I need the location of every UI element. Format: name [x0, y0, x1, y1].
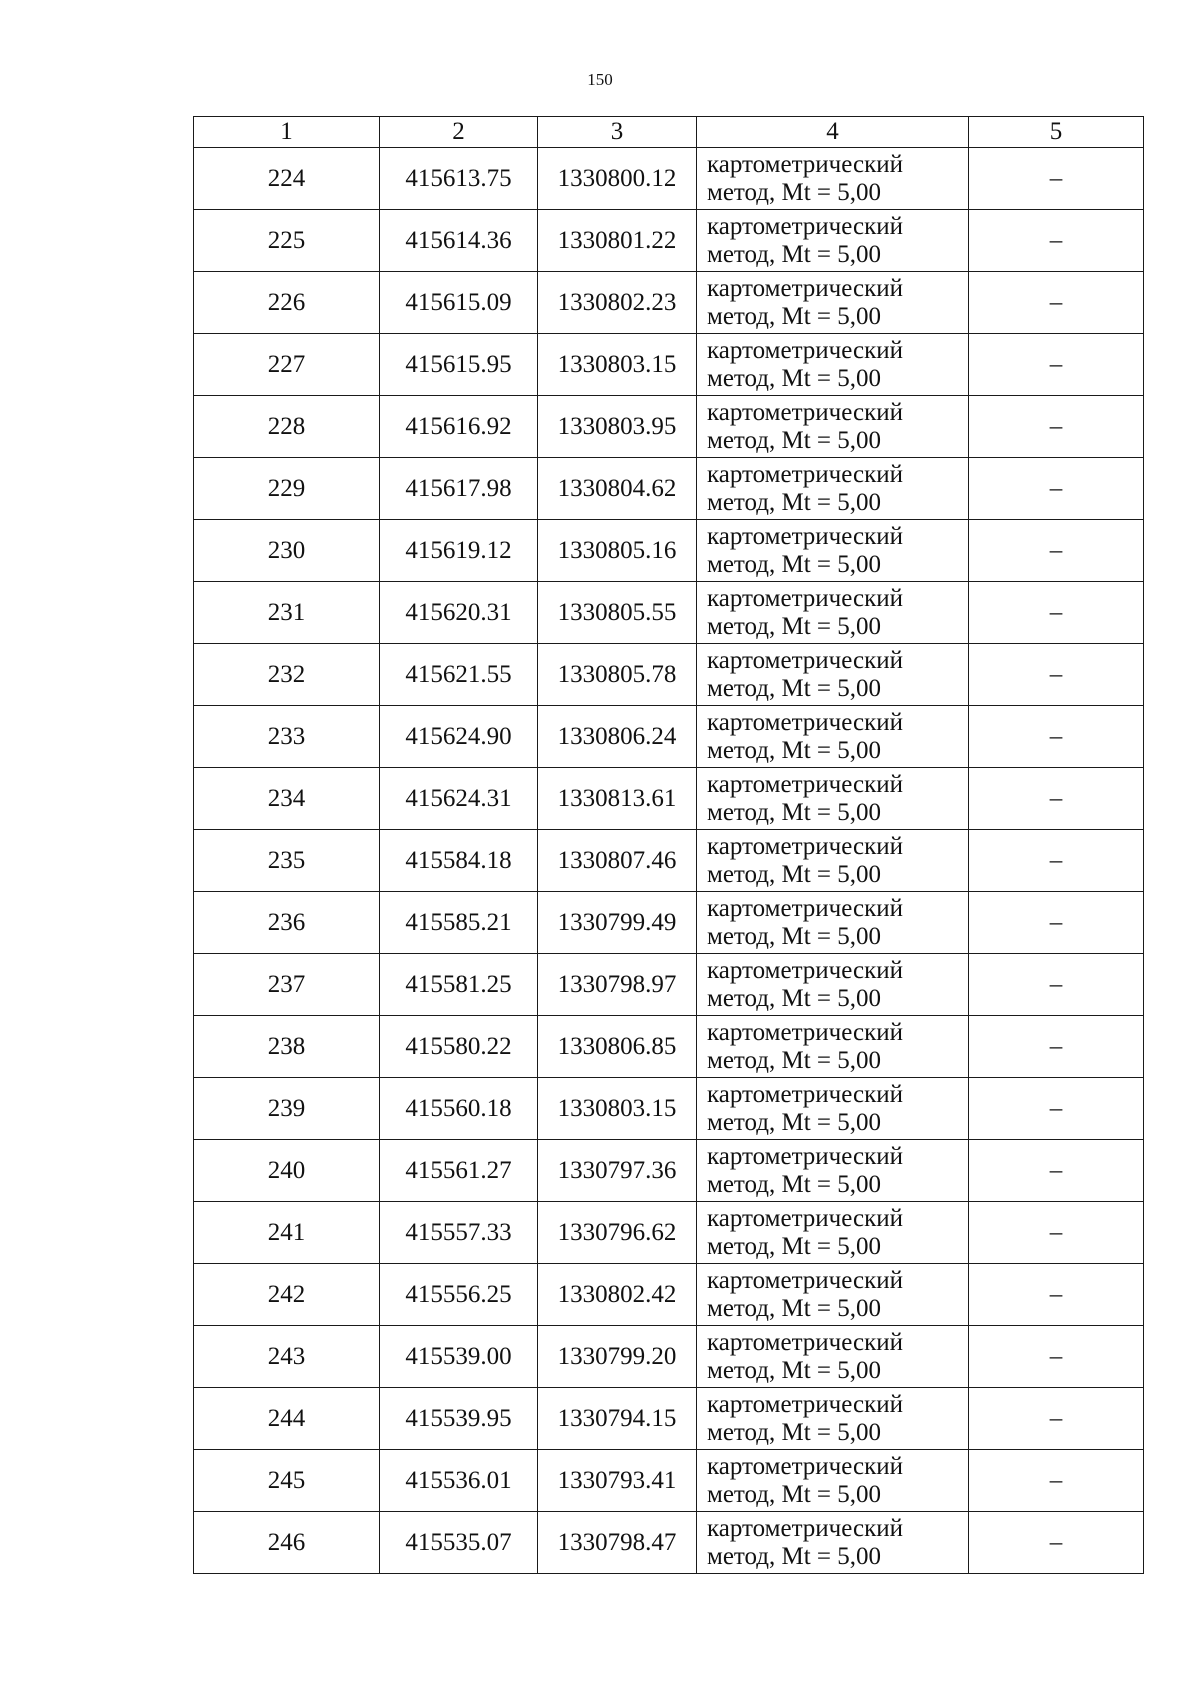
table-row: [194, 520, 1144, 582]
note-cell: –: [969, 1140, 1144, 1202]
method-line-1: картометрический: [707, 956, 903, 984]
method-line-2: метод, Mt = 5,00: [707, 426, 882, 454]
y-coordinate-cell: 1330803.15: [538, 334, 697, 396]
point-number-cell: 244: [194, 1388, 380, 1450]
note-cell: –: [969, 768, 1144, 830]
method-cell: [697, 1326, 969, 1388]
method-line-1: картометрический: [707, 1390, 903, 1418]
point-number-cell: 245: [194, 1450, 380, 1512]
note-cell: –: [969, 458, 1144, 520]
note-cell: –: [969, 272, 1144, 334]
note-cell: –: [969, 148, 1144, 210]
method-cell: [697, 1016, 969, 1078]
y-coordinate-cell: 1330805.16: [538, 520, 697, 582]
table-row: [194, 954, 1144, 1016]
method-line-1: картометрический: [707, 646, 903, 674]
method-line-1: картометрический: [707, 212, 903, 240]
method-line-1: картометрический: [707, 584, 903, 612]
header-col-4: 4: [697, 117, 969, 148]
table-row: [194, 1326, 1144, 1388]
table-row: [194, 892, 1144, 954]
point-number-cell: 228: [194, 396, 380, 458]
note-cell: –: [969, 644, 1144, 706]
x-coordinate-cell: 415581.25: [380, 954, 538, 1016]
note-cell: –: [969, 892, 1144, 954]
method-cell: [697, 1202, 969, 1264]
y-coordinate-cell: 1330797.36: [538, 1140, 697, 1202]
method-cell: [697, 334, 969, 396]
method-line-1: картометрический: [707, 894, 903, 922]
y-coordinate-cell: 1330802.23: [538, 272, 697, 334]
x-coordinate-cell: 415624.90: [380, 706, 538, 768]
method-cell: [697, 1512, 969, 1574]
x-coordinate-cell: 415584.18: [380, 830, 538, 892]
point-number-cell: 239: [194, 1078, 380, 1140]
method-line-2: метод, Mt = 5,00: [707, 240, 882, 268]
method-line-1: картометрический: [707, 770, 903, 798]
point-number-cell: 235: [194, 830, 380, 892]
table-body: [194, 148, 1144, 1574]
y-coordinate-cell: 1330798.47: [538, 1512, 697, 1574]
note-cell: –: [969, 1326, 1144, 1388]
y-coordinate-cell: 1330793.41: [538, 1450, 697, 1512]
page-number: 150: [587, 70, 613, 89]
point-number-cell: 237: [194, 954, 380, 1016]
method-cell: [697, 830, 969, 892]
method-cell: [697, 768, 969, 830]
method-line-1: картометрический: [707, 336, 903, 364]
method-line-1: картометрический: [707, 1514, 903, 1542]
table-row: [194, 1140, 1144, 1202]
y-coordinate-cell: 1330806.85: [538, 1016, 697, 1078]
x-coordinate-cell: 415536.01: [380, 1450, 538, 1512]
x-coordinate-cell: 415614.36: [380, 210, 538, 272]
x-coordinate-cell: 415585.21: [380, 892, 538, 954]
method-line-1: картометрический: [707, 274, 903, 302]
y-coordinate-cell: 1330805.55: [538, 582, 697, 644]
method-line-2: метод, Mt = 5,00: [707, 860, 882, 888]
table-row: [194, 1264, 1144, 1326]
method-line-2: метод, Mt = 5,00: [707, 364, 882, 392]
method-line-2: метод, Mt = 5,00: [707, 1418, 882, 1446]
method-cell: [697, 396, 969, 458]
y-coordinate-cell: 1330805.78: [538, 644, 697, 706]
x-coordinate-cell: 415561.27: [380, 1140, 538, 1202]
x-coordinate-cell: 415557.33: [380, 1202, 538, 1264]
note-cell: –: [969, 1512, 1144, 1574]
table-row: [194, 1016, 1144, 1078]
table-row: [194, 210, 1144, 272]
y-coordinate-cell: 1330794.15: [538, 1388, 697, 1450]
method-cell: [697, 644, 969, 706]
y-coordinate-cell: 1330799.20: [538, 1326, 697, 1388]
method-cell: [697, 954, 969, 1016]
header-col-2: 2: [380, 117, 538, 148]
y-coordinate-cell: 1330799.49: [538, 892, 697, 954]
x-coordinate-cell: 415539.95: [380, 1388, 538, 1450]
method-line-2: метод, Mt = 5,00: [707, 1232, 882, 1260]
point-number-cell: 236: [194, 892, 380, 954]
method-line-1: картометрический: [707, 1142, 903, 1170]
point-number-cell: 241: [194, 1202, 380, 1264]
point-number-cell: 231: [194, 582, 380, 644]
method-line-1: картометрический: [707, 398, 903, 426]
method-cell: [697, 582, 969, 644]
y-coordinate-cell: 1330803.15: [538, 1078, 697, 1140]
y-coordinate-cell: 1330801.22: [538, 210, 697, 272]
method-line-2: метод, Mt = 5,00: [707, 1356, 882, 1384]
table-row: [194, 768, 1144, 830]
table-row: [194, 1202, 1144, 1264]
header-col-5: 5: [969, 117, 1144, 148]
method-cell: [697, 706, 969, 768]
note-cell: –: [969, 706, 1144, 768]
x-coordinate-cell: 415560.18: [380, 1078, 538, 1140]
method-line-2: метод, Mt = 5,00: [707, 302, 882, 330]
point-number-cell: 227: [194, 334, 380, 396]
x-coordinate-cell: 415616.92: [380, 396, 538, 458]
method-line-1: картометрический: [707, 460, 903, 488]
x-coordinate-cell: 415615.09: [380, 272, 538, 334]
point-number-cell: 226: [194, 272, 380, 334]
method-line-2: метод, Mt = 5,00: [707, 1542, 882, 1570]
y-coordinate-cell: 1330807.46: [538, 830, 697, 892]
x-coordinate-cell: 415624.31: [380, 768, 538, 830]
point-number-cell: 225: [194, 210, 380, 272]
y-coordinate-cell: 1330800.12: [538, 148, 697, 210]
method-line-2: метод, Mt = 5,00: [707, 798, 882, 826]
method-cell: [697, 148, 969, 210]
table-row: [194, 148, 1144, 210]
method-line-2: метод, Mt = 5,00: [707, 550, 882, 578]
note-cell: –: [969, 1202, 1144, 1264]
method-line-2: метод, Mt = 5,00: [707, 736, 882, 764]
x-coordinate-cell: 415617.98: [380, 458, 538, 520]
note-cell: –: [969, 1016, 1144, 1078]
method-line-1: картометрический: [707, 708, 903, 736]
point-number-cell: 240: [194, 1140, 380, 1202]
note-cell: –: [969, 334, 1144, 396]
method-line-2: метод, Mt = 5,00: [707, 1480, 882, 1508]
table-row: [194, 396, 1144, 458]
table-row: [194, 582, 1144, 644]
method-cell: [697, 1140, 969, 1202]
note-cell: –: [969, 954, 1144, 1016]
y-coordinate-cell: 1330802.42: [538, 1264, 697, 1326]
point-number-cell: 224: [194, 148, 380, 210]
method-cell: [697, 1450, 969, 1512]
method-line-2: метод, Mt = 5,00: [707, 922, 882, 950]
x-coordinate-cell: 415620.31: [380, 582, 538, 644]
point-number-cell: 234: [194, 768, 380, 830]
header-col-3: 3: [538, 117, 697, 148]
table-row: [194, 1388, 1144, 1450]
note-cell: –: [969, 1264, 1144, 1326]
note-cell: –: [969, 210, 1144, 272]
x-coordinate-cell: 415619.12: [380, 520, 538, 582]
table-header: [194, 117, 1144, 148]
point-number-cell: 242: [194, 1264, 380, 1326]
method-line-2: метод, Mt = 5,00: [707, 612, 882, 640]
method-line-1: картометрический: [707, 522, 903, 550]
y-coordinate-cell: 1330806.24: [538, 706, 697, 768]
method-line-2: метод, Mt = 5,00: [707, 984, 882, 1012]
note-cell: –: [969, 1450, 1144, 1512]
x-coordinate-cell: 415613.75: [380, 148, 538, 210]
y-coordinate-cell: 1330798.97: [538, 954, 697, 1016]
method-line-1: картометрический: [707, 1266, 903, 1294]
table-row: [194, 706, 1144, 768]
method-cell: [697, 272, 969, 334]
point-number-cell: 233: [194, 706, 380, 768]
method-line-2: метод, Mt = 5,00: [707, 1170, 882, 1198]
method-line-1: картометрический: [707, 150, 903, 178]
method-line-2: метод, Mt = 5,00: [707, 1046, 882, 1074]
note-cell: –: [969, 520, 1144, 582]
point-number-cell: 229: [194, 458, 380, 520]
method-cell: [697, 1388, 969, 1450]
method-line-1: картометрический: [707, 832, 903, 860]
method-cell: [697, 892, 969, 954]
method-line-2: метод, Mt = 5,00: [707, 674, 882, 702]
header-col-1: 1: [194, 117, 380, 148]
note-cell: –: [969, 830, 1144, 892]
point-number-cell: 246: [194, 1512, 380, 1574]
x-coordinate-cell: 415615.95: [380, 334, 538, 396]
y-coordinate-cell: 1330803.95: [538, 396, 697, 458]
x-coordinate-cell: 415535.07: [380, 1512, 538, 1574]
method-cell: [697, 210, 969, 272]
method-cell: [697, 458, 969, 520]
y-coordinate-cell: 1330796.62: [538, 1202, 697, 1264]
method-line-1: картометрический: [707, 1452, 903, 1480]
method-line-1: картометрический: [707, 1204, 903, 1232]
method-line-2: метод, Mt = 5,00: [707, 488, 882, 516]
point-number-cell: 232: [194, 644, 380, 706]
method-cell: [697, 520, 969, 582]
point-number-cell: 230: [194, 520, 380, 582]
method-line-2: метод, Mt = 5,00: [707, 1294, 882, 1322]
x-coordinate-cell: 415621.55: [380, 644, 538, 706]
method-line-2: метод, Mt = 5,00: [707, 1108, 882, 1136]
method-cell: [697, 1264, 969, 1326]
note-cell: –: [969, 1388, 1144, 1450]
method-line-1: картометрический: [707, 1018, 903, 1046]
method-line-1: картометрический: [707, 1080, 903, 1108]
table-row: [194, 1512, 1144, 1574]
method-cell: [697, 1078, 969, 1140]
table-row: [194, 644, 1144, 706]
note-cell: –: [969, 582, 1144, 644]
x-coordinate-cell: 415580.22: [380, 1016, 538, 1078]
note-cell: –: [969, 1078, 1144, 1140]
table-row: [194, 1450, 1144, 1512]
table-row: [194, 830, 1144, 892]
header-row: [194, 117, 1144, 148]
y-coordinate-cell: 1330813.61: [538, 768, 697, 830]
coordinates-table: [193, 116, 1144, 1574]
note-cell: –: [969, 396, 1144, 458]
x-coordinate-cell: 415539.00: [380, 1326, 538, 1388]
method-line-2: метод, Mt = 5,00: [707, 178, 882, 206]
x-coordinate-cell: 415556.25: [380, 1264, 538, 1326]
table-row: [194, 458, 1144, 520]
point-number-cell: 238: [194, 1016, 380, 1078]
table-row: [194, 1078, 1144, 1140]
method-line-1: картометрический: [707, 1328, 903, 1356]
table-row: [194, 272, 1144, 334]
point-number-cell: 243: [194, 1326, 380, 1388]
y-coordinate-cell: 1330804.62: [538, 458, 697, 520]
table-row: [194, 334, 1144, 396]
